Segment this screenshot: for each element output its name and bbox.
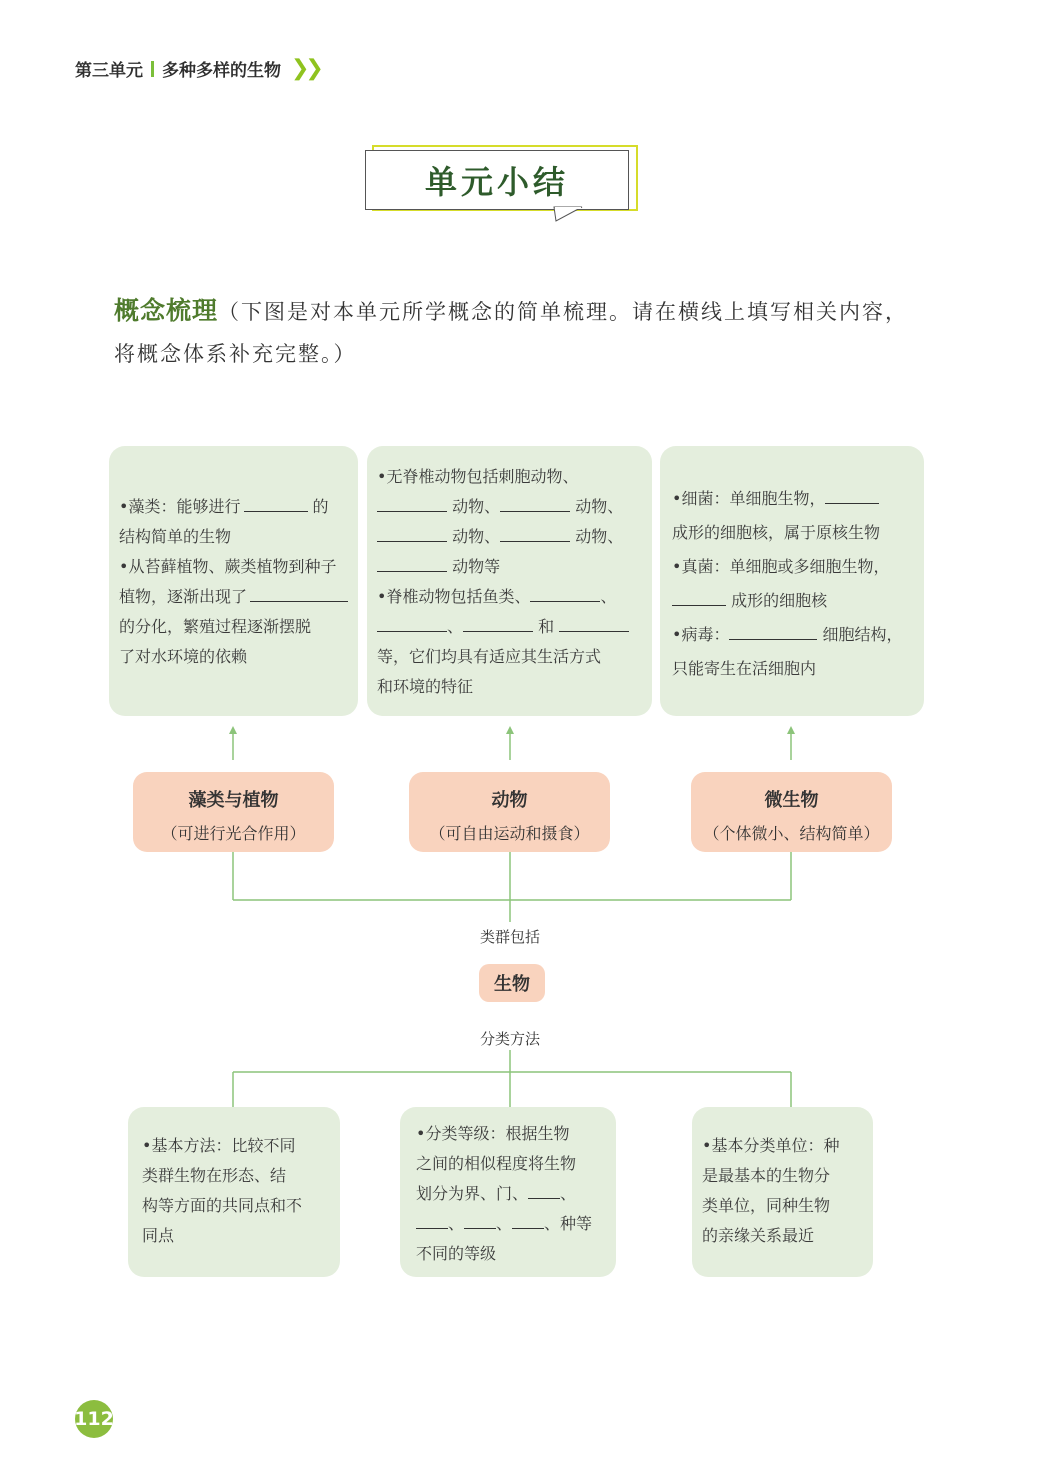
fill-blank[interactable] xyxy=(528,1180,560,1199)
animals-line: 动物、 xyxy=(575,527,624,546)
animals-concept-box xyxy=(367,446,652,716)
fill-blank[interactable] xyxy=(500,493,570,512)
plants-line: 的 xyxy=(312,497,329,516)
levels-line: 划分为界、门、 xyxy=(416,1184,529,1203)
section-title: 单元小结 xyxy=(424,163,569,201)
fill-blank[interactable] xyxy=(825,485,879,504)
double-chevron-icon: ❯❯ xyxy=(291,56,320,81)
fill-blank[interactable] xyxy=(377,613,447,632)
fill-blank[interactable] xyxy=(244,493,308,512)
page-number: 112 xyxy=(75,1400,113,1438)
fill-blank[interactable] xyxy=(377,493,447,512)
intro-lead: 概念梳理 xyxy=(114,296,219,325)
center-label: 生物 xyxy=(494,974,530,995)
animals-line: 动物、 xyxy=(452,497,501,516)
fill-blank[interactable] xyxy=(416,1210,448,1229)
fill-blank[interactable] xyxy=(250,583,348,602)
microbes-line: •细菌：单细胞生物， xyxy=(672,489,826,508)
animals-line: 动物等 xyxy=(452,557,501,576)
levels-line: 、 xyxy=(560,1184,577,1203)
fill-blank[interactable] xyxy=(559,613,629,632)
microbes-line: 成形的细胞核，属于原核生物 xyxy=(672,523,881,542)
plants-concept-box xyxy=(109,446,358,716)
basic-line: 构等方面的共同点和不 xyxy=(142,1196,303,1215)
levels-line: 不同的等级 xyxy=(416,1244,497,1263)
animals-line: 和环境的特征 xyxy=(377,677,474,696)
group-name: 藻类与植物 xyxy=(188,790,279,811)
microbes-line: 成形的细胞核 xyxy=(731,591,828,610)
microbes-line: •真菌：单细胞或多细胞生物， xyxy=(672,557,890,576)
taxonomy-levels-box xyxy=(400,1107,616,1277)
animals-line: •无脊椎动物包括刺胞动物、 xyxy=(377,467,579,486)
plants-line: 了对水环境的依赖 xyxy=(119,647,248,666)
group-microbes-box xyxy=(691,772,892,852)
plants-line: 植物，逐渐出现了 xyxy=(119,587,248,606)
group-desc: （可自由运动和摄食） xyxy=(429,824,590,843)
basic-line: 类群生物在形态、结 xyxy=(142,1166,287,1185)
organism-center-box xyxy=(479,964,545,1002)
animals-line: 等，它们均具有适应其生活方式 xyxy=(377,647,602,666)
microbes-concept-box xyxy=(660,446,924,716)
microbes-line: •病毒： xyxy=(672,625,730,644)
fill-blank[interactable] xyxy=(377,553,447,572)
levels-line: •分类等级：根据生物 xyxy=(416,1124,570,1143)
basic-line: 同点 xyxy=(142,1226,175,1245)
animals-line: 动物、 xyxy=(452,527,501,546)
group-desc: （个体微小、结构简单） xyxy=(703,824,880,843)
intro-text: （下图是对本单元所学概念的简单梳理。请在横线上填写相关内容，将概念体系补充完整。） xyxy=(114,300,909,366)
microbes-line: 细胞结构， xyxy=(822,625,903,644)
unit-title: 多种多样的生物 xyxy=(162,61,281,81)
fill-blank[interactable] xyxy=(672,587,726,606)
levels-line: 、 xyxy=(496,1214,513,1233)
includes-label: 类群包括 xyxy=(479,928,540,946)
fill-blank[interactable] xyxy=(530,583,600,602)
basic-line: •基本方法：比较不同 xyxy=(142,1136,296,1155)
plants-line: •藻类：能够进行 xyxy=(119,497,241,516)
fill-blank[interactable] xyxy=(512,1210,544,1229)
fill-blank[interactable] xyxy=(500,523,570,542)
unit-line: 的亲缘关系最近 xyxy=(702,1226,815,1245)
unit-label: 第三单元 xyxy=(75,61,143,81)
fill-blank[interactable] xyxy=(464,1210,496,1229)
group-name: 微生物 xyxy=(764,790,819,811)
animals-line: 动物、 xyxy=(575,497,624,516)
group-plants-box xyxy=(133,772,334,852)
fill-blank[interactable] xyxy=(377,523,447,542)
unit-line: •基本分类单位：种 xyxy=(702,1136,840,1155)
basic-unit-box xyxy=(692,1107,873,1277)
unit-line: 类单位，同种生物 xyxy=(702,1196,831,1215)
animals-line: 、 xyxy=(447,617,464,636)
plants-line: •从苔藓植物、蕨类植物到种子 xyxy=(119,557,337,576)
plants-line: 的分化，繁殖过程逐渐摆脱 xyxy=(119,617,312,636)
unit-line: 是最基本的生物分 xyxy=(702,1166,831,1185)
plants-line: 结构简单的生物 xyxy=(119,527,232,546)
animals-line: 和 xyxy=(538,617,555,636)
group-animals-box xyxy=(409,772,610,852)
group-name: 动物 xyxy=(491,790,528,811)
levels-line: 、种等 xyxy=(544,1214,593,1233)
levels-line: 、 xyxy=(448,1214,465,1233)
fill-blank[interactable] xyxy=(729,621,817,640)
animals-line: •脊椎动物包括鱼类、 xyxy=(377,587,531,606)
microbes-line: 只能寄生在活细胞内 xyxy=(672,659,817,678)
levels-line: 之间的相似程度将生物 xyxy=(416,1154,577,1173)
basic-method-box xyxy=(128,1107,340,1277)
fill-blank[interactable] xyxy=(463,613,533,632)
group-desc: （可进行光合作用） xyxy=(161,824,306,843)
animals-line: 、 xyxy=(600,587,617,606)
method-label: 分类方法 xyxy=(479,1030,540,1048)
